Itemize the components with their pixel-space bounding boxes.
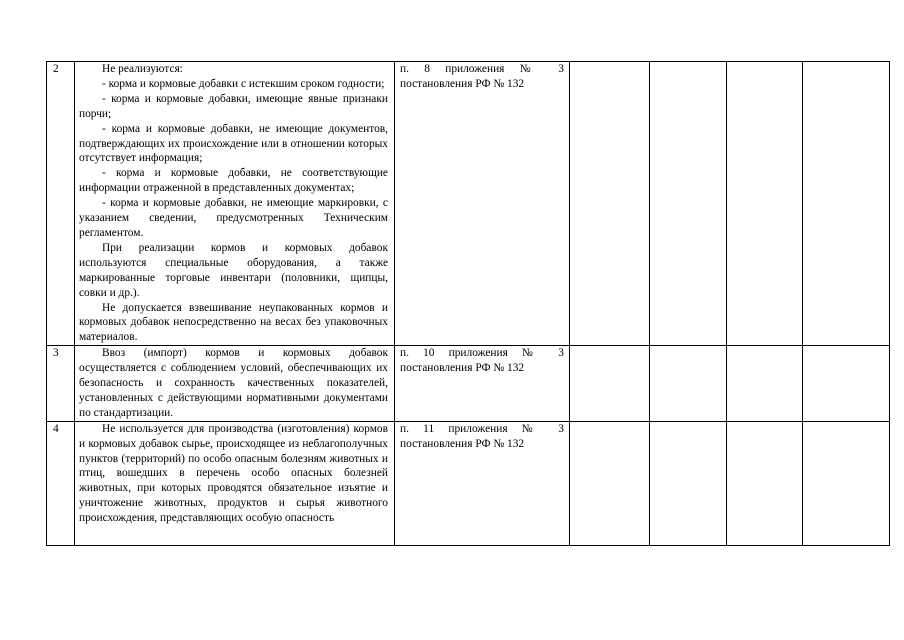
row-number: 2 xyxy=(47,62,75,346)
table-row xyxy=(47,346,890,422)
requirement-paragraph: - корма и кормовые добавки с истекшим сроком годности; xyxy=(102,77,385,90)
reference-clause: п. 10 приложения № 3 xyxy=(400,347,564,360)
requirement-paragraph: Не допускается взвешивание неупакованных кормов и кормовых добавок непосредственно на весах без упаковочных материалов. xyxy=(79,301,388,344)
reference-clause: п. 8 приложения № 3 xyxy=(400,63,564,75)
reference-cell xyxy=(395,421,570,545)
requirement-cell xyxy=(75,421,395,545)
requirement-paragraph: Ввоз (импорт) кормов и кормовых добавок осуществляется с соблюдением условий, обеспечивающих их безопасность и сохранность качественных показателей, установленных с действующими нормативными документами по стандартизации. xyxy=(79,347,388,419)
requirement-paragraph: Не реализуются: xyxy=(102,63,183,75)
requirement-paragraph: - корма и кормовые добавки, не соответствующие информации отраженной в представленных документах; xyxy=(79,167,388,195)
empty-cell xyxy=(727,421,803,545)
reference-document: постановления РФ № 132 xyxy=(400,437,525,450)
empty-cell xyxy=(727,62,803,346)
requirement-cell xyxy=(75,346,395,422)
empty-cell xyxy=(803,346,890,422)
table-row xyxy=(47,62,890,346)
reference-document: постановления РФ № 132 xyxy=(400,362,525,375)
empty-cell xyxy=(650,421,727,545)
row-number: 4 xyxy=(47,421,75,545)
checklist-table xyxy=(46,61,890,546)
requirement-paragraph: - корма и кормовые добавки, не имеющие документов, подтверждающих их происхождение или в отношении которых отсутствует информация; xyxy=(79,122,388,165)
empty-cell xyxy=(650,346,727,422)
empty-cell xyxy=(727,346,803,422)
empty-cell xyxy=(570,62,650,346)
empty-cell xyxy=(650,62,727,346)
empty-cell xyxy=(570,346,650,422)
empty-cell xyxy=(803,62,890,346)
row-number: 3 xyxy=(47,346,75,422)
requirement-paragraph: При реализации кормов и кормовых добавок используются специальные оборудования, а также маркированные торговые инвентари (половники, щипцы, совки и др.). xyxy=(79,241,388,299)
empty-cell xyxy=(803,421,890,545)
requirement-paragraph: Не используется для производства (изготовления) кормов и кормовых добавок сырье, происходящее из неблагополучных пунктов (территорий) по особо опасным болезням животных и птиц, вошедших в перечень особо опасных болезней животных, при которых проводятся обязательное изъятие и уничтожение животных, продуктов и сырья животного происхождения, представляющих особую опасность xyxy=(79,422,388,525)
reference-document: постановления РФ № 132 xyxy=(400,77,525,90)
reference-cell xyxy=(395,62,570,346)
table-row xyxy=(47,421,890,545)
reference-cell xyxy=(395,346,570,422)
reference-clause: п. 11 приложения № 3 xyxy=(400,422,564,435)
empty-cell xyxy=(570,421,650,545)
requirement-cell xyxy=(75,62,395,346)
requirement-clip xyxy=(79,422,388,538)
requirement-paragraph: - корма и кормовые добавки, имеющие явные признаки порчи; xyxy=(79,92,388,120)
requirement-paragraph: - корма и кормовые добавки, не имеющие маркировки, с указанием сведении, предусмотренных Техническим регламентом. xyxy=(79,197,388,239)
